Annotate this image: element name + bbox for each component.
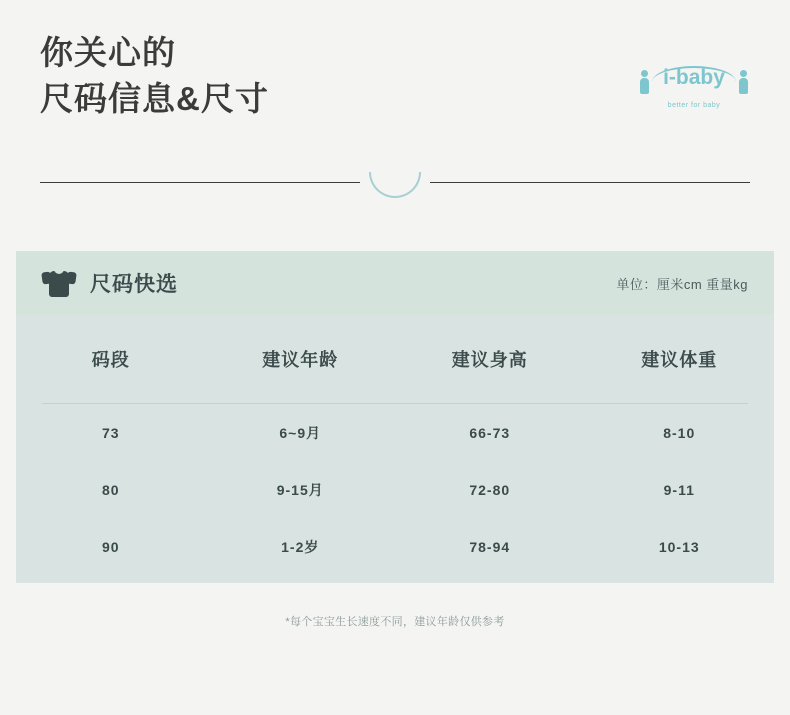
page-header <box>0 0 790 200</box>
cell-size: 90 <box>101 538 120 555</box>
header-divider <box>40 182 750 202</box>
cell-weight: 9-11 <box>663 481 695 498</box>
size-chart-table <box>16 315 774 583</box>
divider-line-right <box>430 182 750 183</box>
column-header-height: 建议身高 <box>451 350 528 370</box>
divider-arc-icon <box>369 172 421 198</box>
size-chart-note: *每个宝宝生长速度不同，建议年龄仅供参考 <box>285 616 505 628</box>
size-chart-title: 尺码快选 <box>90 273 178 296</box>
page-title-line-2: 尺码信息&尺寸 <box>40 80 269 117</box>
baby-shirt-icon <box>42 269 76 297</box>
size-chart-header <box>16 251 774 315</box>
table-header-row <box>16 315 774 403</box>
column-header-weight: 建议体重 <box>641 350 718 370</box>
logo-figure-right-icon <box>739 70 748 96</box>
page-title-line-1: 你关心的 <box>40 34 176 71</box>
table-row <box>16 461 774 518</box>
cell-size: 73 <box>101 424 120 441</box>
page-title <box>40 30 269 122</box>
cell-weight: 8-10 <box>663 424 696 441</box>
cell-age: 9-15月 <box>276 481 324 498</box>
table-row <box>16 404 774 461</box>
cell-height: 72-80 <box>469 481 511 498</box>
cell-weight: 10-13 <box>658 538 700 555</box>
table-row <box>16 518 774 575</box>
cell-height: 78-94 <box>469 538 511 555</box>
size-chart-card <box>16 251 774 645</box>
column-header-age: 建议年龄 <box>262 350 339 370</box>
divider-line-left <box>40 182 360 183</box>
cell-height: 66-73 <box>469 424 511 441</box>
logo-figure-left-icon <box>640 70 649 96</box>
column-header-size: 码段 <box>91 350 130 370</box>
logo-wordmark: i-baby <box>663 66 725 89</box>
cell-age: 6~9月 <box>279 424 322 441</box>
cell-size: 80 <box>101 481 120 498</box>
logo-tagline: better for baby <box>667 102 721 109</box>
size-chart-unit-label: 单位：厘米cm 重量kg <box>616 276 748 292</box>
cell-age: 1-2岁 <box>281 538 320 555</box>
size-chart-header-left <box>42 268 178 298</box>
brand-logo <box>638 66 750 128</box>
